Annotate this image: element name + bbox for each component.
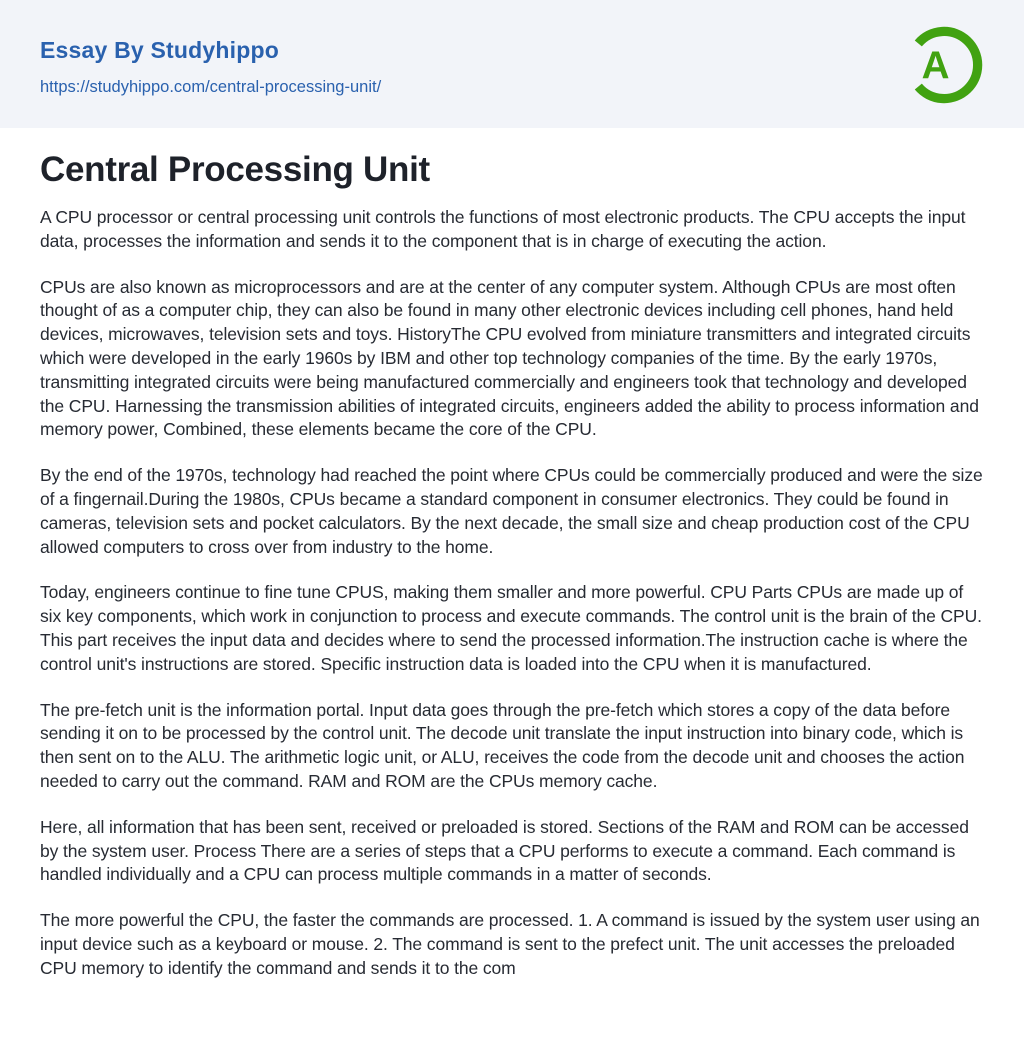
essay-paragraph: CPUs are also known as microprocessors and are at the center of any computer system. Although CPUs are most often thought of as a computer chip, they can also be found in many other electronic devices including cell phones, hand held devices, microwaves, television sets and toys. HistoryThe CPU evolved from miniature transmitters and integrated circuits which were developed in the early 1960s by IBM and other top technology companies of the time. By the early 1970s, transmitting integrated circuits were being manufactured commercially and engineers took that technology and developed the CPU. Harnessing the transmission abilities of integrated circuits, engineers added the ability to process information and memory power, Combined, these elements became the core of the CPU.: [40, 276, 979, 440]
page-title: Central Processing Unit: [40, 150, 430, 189]
essay-paragraph: The more powerful the CPU, the faster the commands are processed. 1. A command is issued by the system user using an input device such as a keyboard or mouse. 2. The command is sent to the prefect unit. The unit accesses the preloaded CPU memory to identify the command and sends it to the com: [40, 910, 980, 978]
header-text-block: [40, 31, 381, 97]
header-banner: [0, 0, 1024, 128]
essay-paragraph: The pre-fetch unit is the information portal. Input data goes through the pre-fetch which stores a copy of the data before sending it on to be processed by the control unit. The decode unit translate the input instruction into binary code, which is then sent on to the ALU. The arithmetic logic unit, or ALU, receives the code from the decode unit and chooses the action needed to carry out the command. RAM and ROM are the CPUs memory cache.: [40, 699, 965, 791]
logo-letter: A: [921, 44, 950, 88]
essay-paragraph: Here, all information that has been sent, received or preloaded is stored. Sections of the RAM and ROM can be accessed by the system user. Process There are a series of steps that a CPU performs to execute a command. Each command is handled individually and a CPU can process multiple commands in a matter of seconds.: [40, 816, 969, 885]
essay-content: [0, 128, 1024, 981]
essay-paragraph: A CPU processor or central processing unit controls the functions of most electronic products. The CPU accepts the input data, processes the information and sends it to the component that is in charge of executing the action.: [40, 207, 966, 251]
essay-paragraphs: [40, 206, 984, 981]
essay-paragraph: Today, engineers continue to fine tune CPUS, making them smaller and more powerful. CPU Parts CPUs are made up of six key components, which work in conjunction to process and execute commands. The control unit is the brain of the CPU. This part receives the input data and decides where to send the processed information.The instruction cache is where the control unit's instructions are stored. Specific instruction data is loaded into the CPU when it is manufactured.: [40, 582, 982, 674]
essay-paragraph: By the end of the 1970s, technology had reached the point where CPUs could be commercially produced and were the size of a fingernail.During the 1980s, CPUs became a standard component in consumer electronics. They could be found in cameras, television sets and pocket calculators. By the next decade, the small size and cheap production cost of the CPU allowed computers to cross over from industry to the home.: [40, 465, 983, 557]
source-url-link[interactable]: https://studyhippo.com/central-processing-unit/: [40, 78, 382, 96]
studyhippo-logo-icon: [902, 19, 986, 111]
site-title: Essay By Studyhippo: [40, 37, 279, 63]
